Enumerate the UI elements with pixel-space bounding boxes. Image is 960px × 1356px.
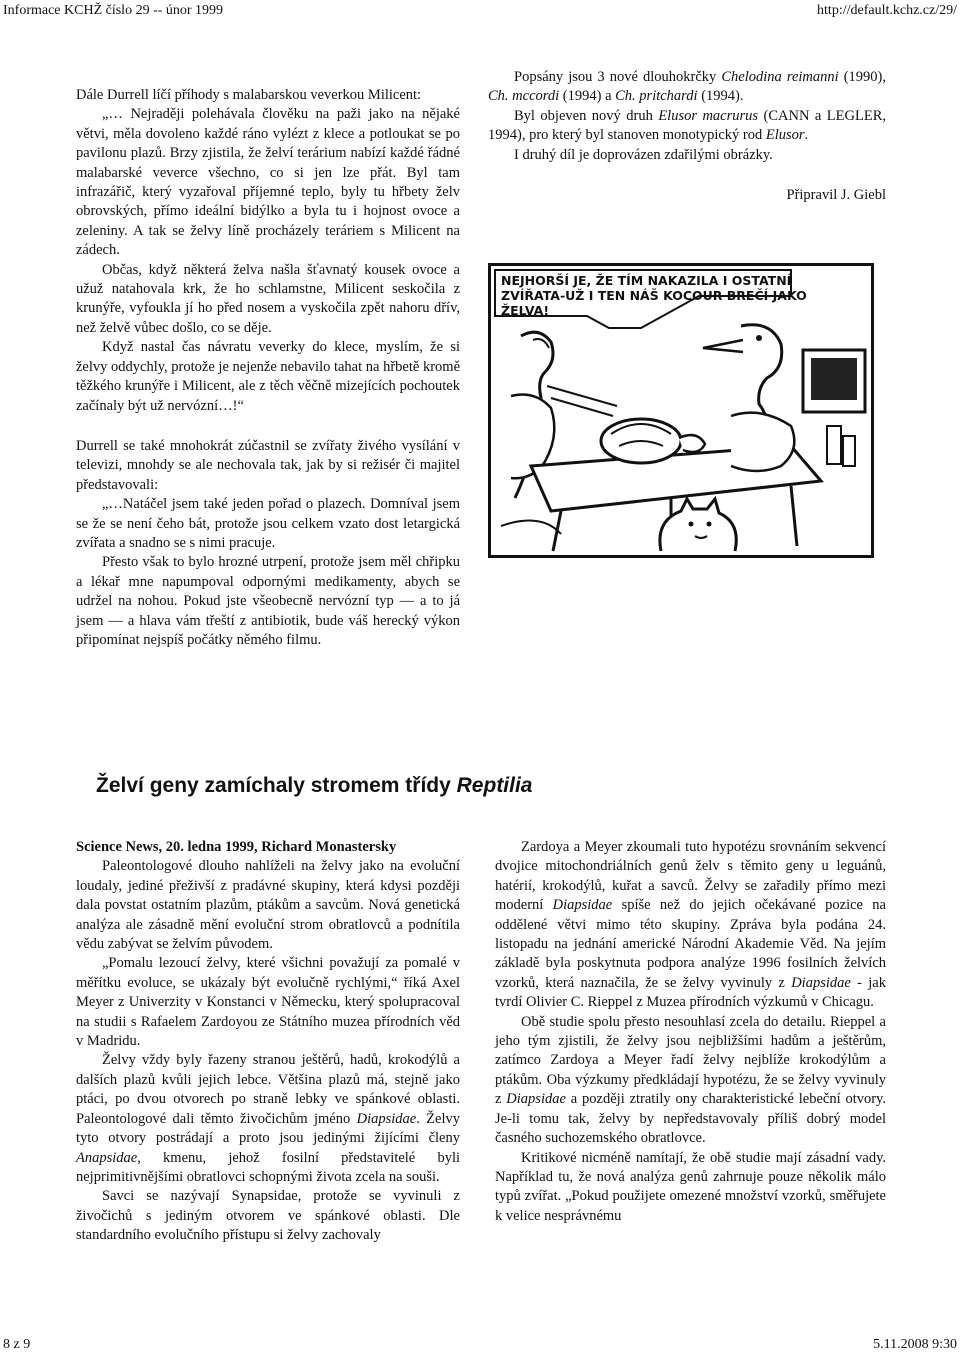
paragraph: „…Natáčel jsem také jeden pořad o plazech. Domníval jsem se že se není čeho bát, protože jsou celkem vzato dost letargická zvířata a snadno se s nimi pracuje.	[76, 496, 460, 551]
article-title: Želví geny zamíchaly stromem třídy Reptilia	[96, 774, 533, 797]
article-column-right	[495, 838, 886, 1226]
paragraph: Občas, když některá želva našla šťavnatý kousek ovoce a užuž natahovala krk, že ho schlamstne, Milicent seskočila z krunýře, vyfoukla jí ho před nosem a vyskočila zpět nahoru dřív, než želvě vůbec došlo, co se děje.	[76, 261, 460, 336]
durrell-text-column	[76, 86, 460, 650]
cartoon-image	[488, 263, 874, 558]
paragraph: Popsány jsou 3 nové dlouhokrčky Chelodina reimanni (1990), Ch. mccordi (1994) a Ch. pritchardi (1994).	[488, 69, 886, 105]
paragraph: Přesto však to bylo hrozné utrpení, protože jsem měl chřipku a lékař mne napumpoval odpornými medikamenty, abych se udržel na nohou. Pokud jste všeobecně nervózní typ — a to já jsem — a hlava vám třeští z antibiotik, bude váš herecký výkon připomínat nejspíš počátky němého filmu.	[76, 554, 460, 648]
document-title: Informace KCHŽ číslo 29 -- únor 1999	[3, 3, 224, 18]
print-datetime: 5.11.2008 9:30	[873, 1337, 957, 1352]
paragraph: Paleontologové dlouho nahlíželi na želvy jako na evoluční loudaly, jediné přeživší z pradávné skupiny, která kdysi později dala povstat ostatním plazům, ptákům a savcům. Nová genetická analýza ale zásadně mění evoluční strom obratlovců a podnítila vědu zabývat se želvím původem.	[76, 858, 460, 953]
page-url[interactable]: http://default.kchz.cz/29/	[817, 3, 957, 18]
paragraph: Kritikové nicméně namítají, že obě studie mají zásadní vady. Například tu, že nová analýza genů zahrnuje pouze několik málo typů zvířat. „Pokud použijete omezené množství vzorků, směřujete k velice nesprávnému	[495, 1149, 886, 1224]
paragraph: Zardoya a Meyer zkoumali tuto hypotézu srovnáním sekvencí dvojice mitochondriálních genů želv s těmito geny u leguánů, hatérií, krokodýlů, kuřat a savců. Želvy se zařadily přímo mezi moderní Diapsidae spíše než do jejich očekávané pozice na oddělené větvi mimo této skupiny. Zpráva byla podána 24. listopadu na jednání americké Národní Akademie Věd. Na jejím základě byla poskytnuta podpora analýze 1996 fosilních želvích vzorků, která naznačila, že se želvy vyvinuly z Diapsidae - jak tvrdí Olivier C. Rieppel z Muzea přírodních výzkumů v Chicagu.	[495, 839, 886, 1011]
cartoon-caption-line: ŽELVA!	[501, 303, 550, 318]
article-source: Science News, 20. ledna 1999, Richard Monastersky	[76, 839, 397, 855]
paragraph: „… Nejraději polehávala člověku na paži jako na nějaké větvi, měla dovoleno každé ráno vylézt z klece a potloukat se po pavilonu plazů. Brzy zjistila, že želví terárium nabízí každé řádné malabarské veverce všechno, co si jen lze přát. Byl tam infrazářič, který vyzařoval příjemné teplo, byly tu hřbety želv obrovských, přímo ideální bidýlko a byla tu i hojnost ovoce a zeleniny. A tak se želvy líně procházely teráriem s Milicent na zádech.	[76, 106, 460, 259]
author-credit: Připravil J. Giebl	[786, 187, 886, 204]
paragraph: Obě studie spolu přesto nesouhlasí zcela do detailu. Rieppel a jeho tým zjistili, že želvy jsou nejbližšími hadům a ještěrům, zatímco Zardoya a Meyer řadí želvy nejblíže krokodýlům a ptákům. Oba výzkumy předkládají hypotézu, že se želvy vyvinuly z Diapsidae a později ztratily ony charakteristické lebeční otvory. Je-li tomu tak, želvy by nepředstavovaly příliš dobrý model časného suchozemského obratlovce.	[495, 1013, 886, 1147]
cartoon-caption-line: ZVÍŘATA-UŽ I TEN NÁŠ KOCOUR BREČÍ JAKO	[501, 288, 807, 303]
paragraph: Durrell se také mnohokrát zúčastnil se zvířaty živého vysílání v televizi, mnohdy se ale nechovala tak, jak by si režisér či majitel představovali:	[76, 437, 460, 493]
page-header	[0, 0, 960, 22]
paragraph: Byl objeven nový druh Elusor macrurus (CANN a LEGLER, 1994), pro který byl stanoven monotypický rod Elusor.	[488, 107, 886, 144]
paragraph: Když nastal čas návratu veverky do klece, myslím, že si želvy oddychly, protože je nejenže nebavilo tahat na hřbetě kromě těžkého krunýře i Milicent, ale z těch věčně mizejících pochoutek začínaly být už nervózní…!“	[76, 339, 460, 414]
paragraph: Želvy vždy byly řazeny stranou ještěrů, hadů, krokodýlů a dalších plazů kvůli jejich lebce. Většina plazů má, stejně jako ptáci, po dvou otvorech po straně lebky ve spánkové oblasti. Paleontologové dali těmto živočichům jméno Diapsidae. Želvy tyto otvory postrádají a proto jsou jedinými žijícími členy Anapsidae, kmenu, jehož fosilní představitelé byli nejprimitivnějšími obratlovci schopnými života zcela na souši.	[76, 1052, 460, 1185]
paragraph: I druhý díl je doprovázen zdařilými obrázky.	[514, 146, 773, 163]
chelodina-text-column	[488, 68, 886, 205]
paragraph: Savci se nazývají Synapsidae, protože se vyvinuli z živočichů s jediným otvorem ve spánkové oblasti. Dle standardního evolučního přístupu si želvy zachovaly	[76, 1188, 460, 1244]
article-column-left	[76, 838, 460, 1246]
paragraph: „Pomalu lezoucí želvy, které všichni považují za pomalé v měřítku evoluce, se ukázaly být evolučně rychlými,“ říká Axel Meyer z Univerzity v Konstanci v Německu, který spolupracoval na studii s Rafaelem Zardoyou ze Státního muzea přírodních věd v Madridu.	[76, 955, 460, 1050]
paragraph: Dále Durrell líčí příhody s malabarskou veverkou Milicent:	[76, 87, 422, 103]
cartoon-caption-line: NEJHORŠÍ JE, ŽE TÍM NAKAZILA I OSTATNÍ	[501, 273, 792, 288]
page-footer	[0, 1334, 960, 1356]
page-number: 8 z 9	[3, 1337, 31, 1352]
